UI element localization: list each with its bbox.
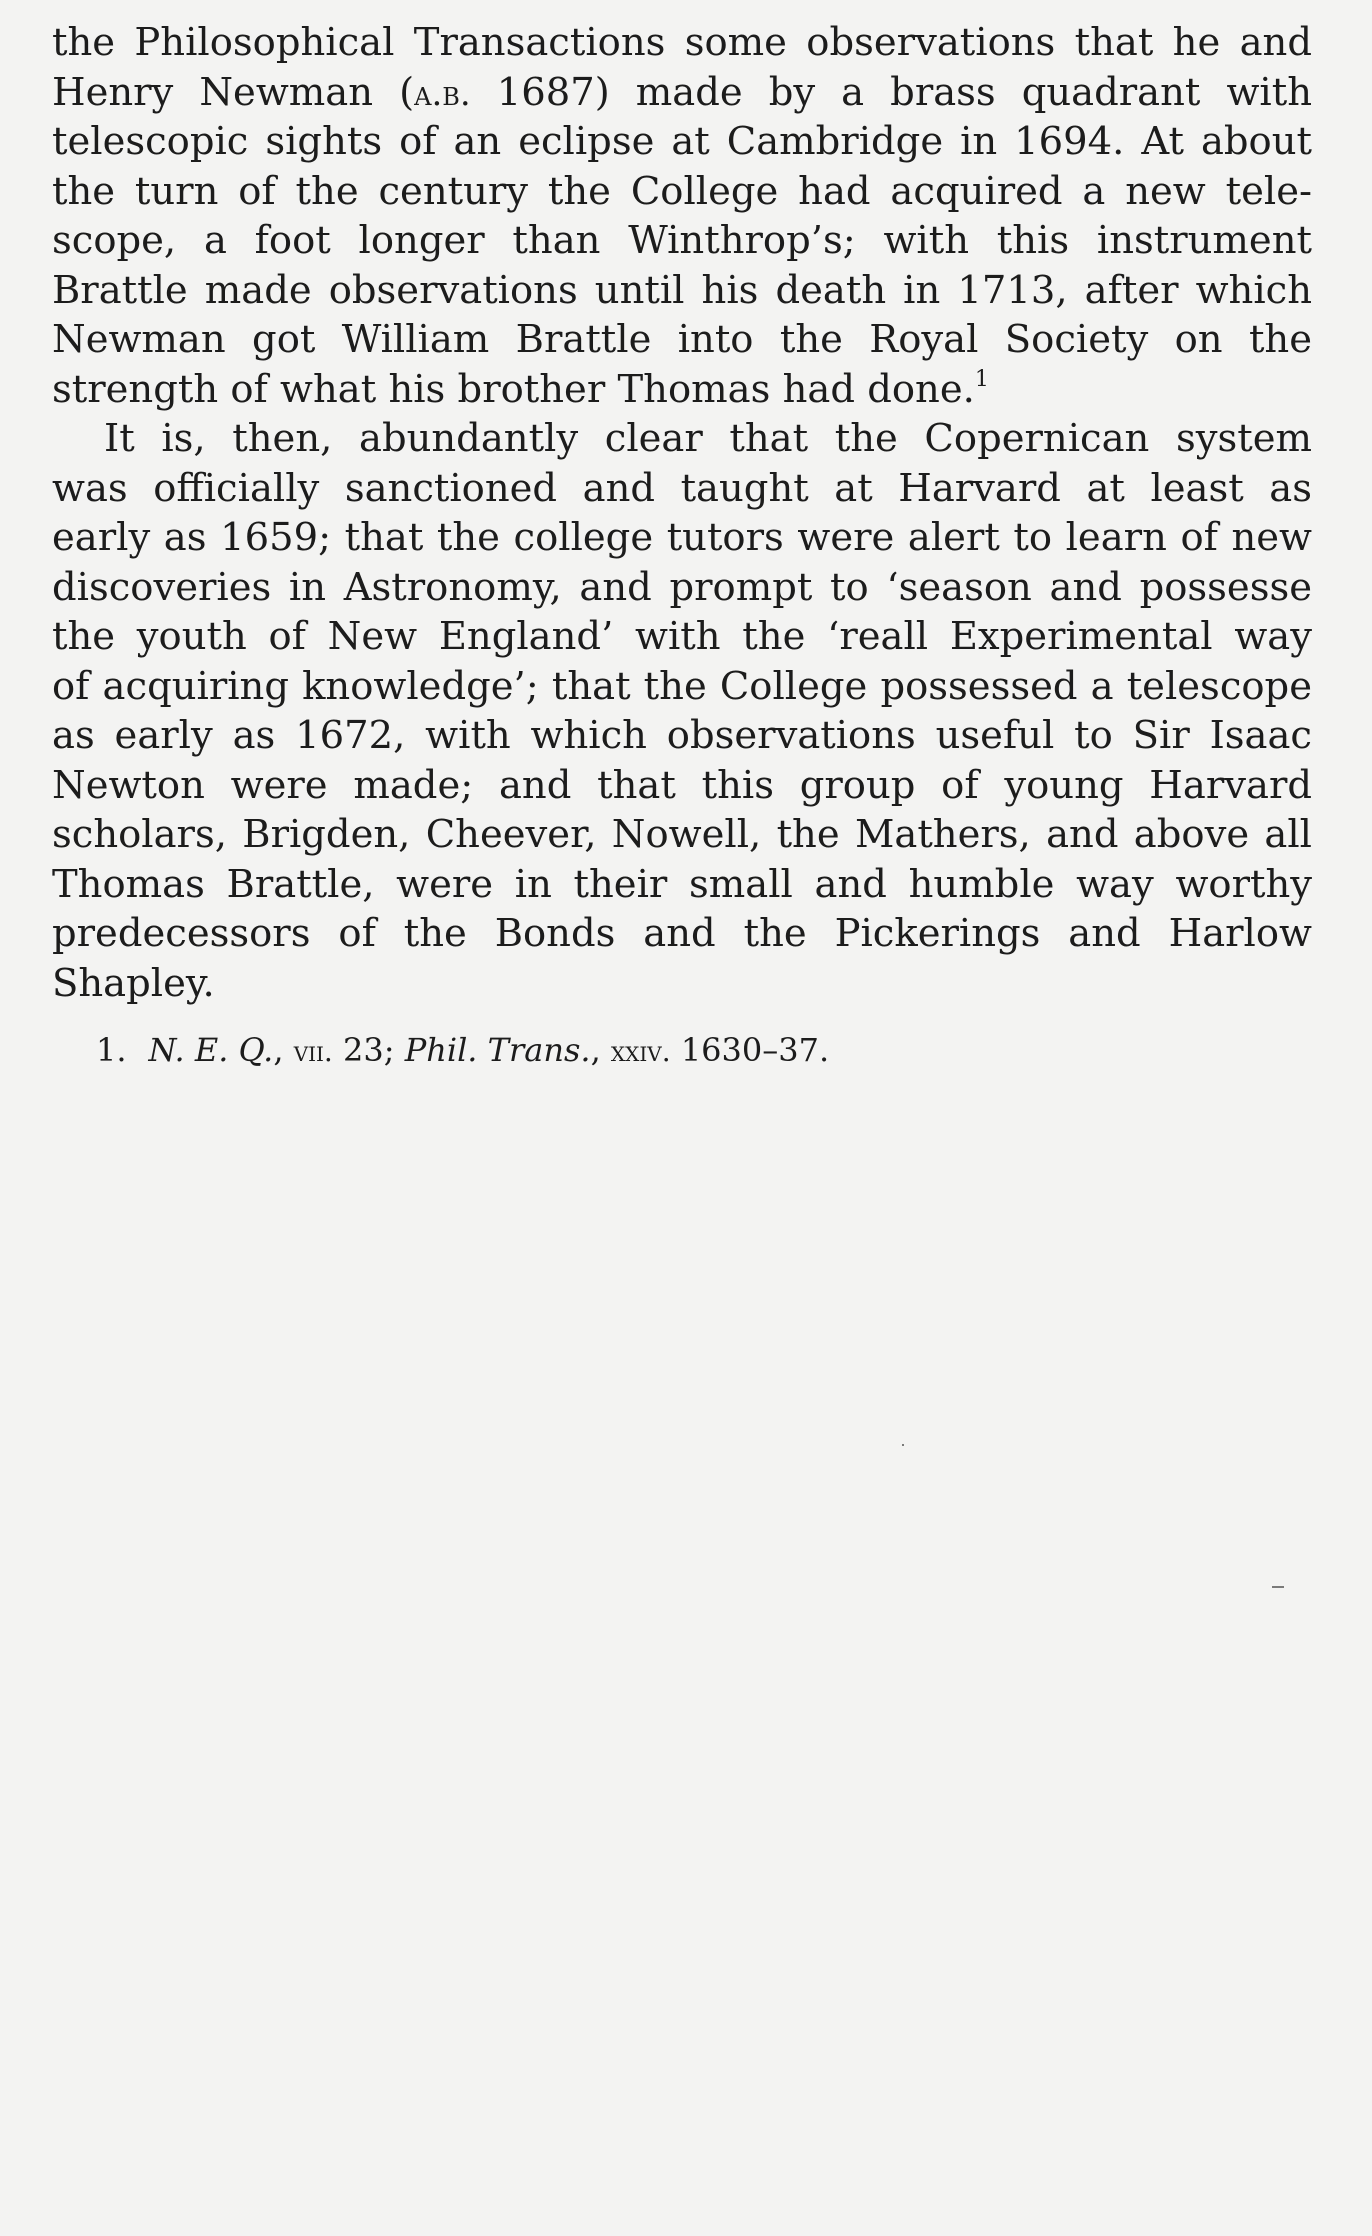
degree-abbreviation: a.b.	[414, 73, 471, 114]
text-line: of acquiring knowledge’; that the College possessed a telescope	[52, 663, 1312, 709]
text-line: the turn of the century the College had acquired a new tele-	[52, 168, 1312, 214]
text-line: Newman got William Brattle into the Royal Society on the	[52, 317, 1312, 362]
text-line: early as 1659; that the college tutors were alert to learn of new	[52, 515, 1312, 560]
footnote-source-title: Phil. Trans.	[404, 1031, 591, 1069]
footnote-volume: vii.	[293, 1035, 333, 1068]
body-text	[52, 18, 1312, 1008]
paper-speck	[1272, 1586, 1284, 1588]
footnote-volume: xxiv.	[610, 1035, 671, 1068]
text-line: Newton were made; and that this group of young Harvard	[52, 762, 1312, 808]
text-line: the Philosophical Transactions some observations that he and	[52, 20, 1312, 65]
text-line: Henry Newman (a.b. 1687) made by a brass quadrant with	[52, 69, 1312, 115]
footnote-source-title: N. E. Q.	[148, 1031, 274, 1069]
text-line: as early as 1672, with which observations useful to Sir Isaac	[52, 713, 1312, 758]
footnote-number: 1.	[96, 1031, 127, 1069]
text-line: scholars, Brigden, Cheever, Nowell, the Mathers, and above all	[52, 812, 1312, 857]
text-line: It is, then, abundantly clear that the Copernican system	[104, 416, 1312, 461]
footnote: 1. N. E. Q., vii. 23; Phil. Trans., xxiv. 1630–37.	[96, 1031, 830, 1069]
text-line: Thomas Brattle, were in their small and humble way worthy	[52, 861, 1312, 907]
text-line: telescopic sights of an eclipse at Cambridge in 1694. At about	[52, 119, 1312, 164]
text-line: discoveries in Astronomy, and prompt to ‘season and possesse	[52, 564, 1312, 610]
text-line: was officially sanctioned and taught at Harvard at least as	[52, 465, 1312, 511]
text-line: predecessors of the Bonds and the Pickerings and Harlow	[52, 911, 1312, 956]
paragraph-2	[52, 414, 1312, 1008]
text-line: scope, a foot longer than Winthrop’s; with this instrument	[52, 218, 1312, 263]
paragraph-1	[52, 18, 1312, 414]
text-line: Shapley.	[52, 960, 215, 1006]
paper-speck	[902, 1444, 904, 1446]
footnote-reference: 1	[974, 366, 989, 392]
text-line: the youth of New England’ with the ‘reall Experimental way	[52, 614, 1312, 659]
text-line: strength of what his brother Thomas had done.$^1$	[52, 366, 989, 412]
text-line: Brattle made observations until his death in 1713, after which	[52, 267, 1312, 313]
